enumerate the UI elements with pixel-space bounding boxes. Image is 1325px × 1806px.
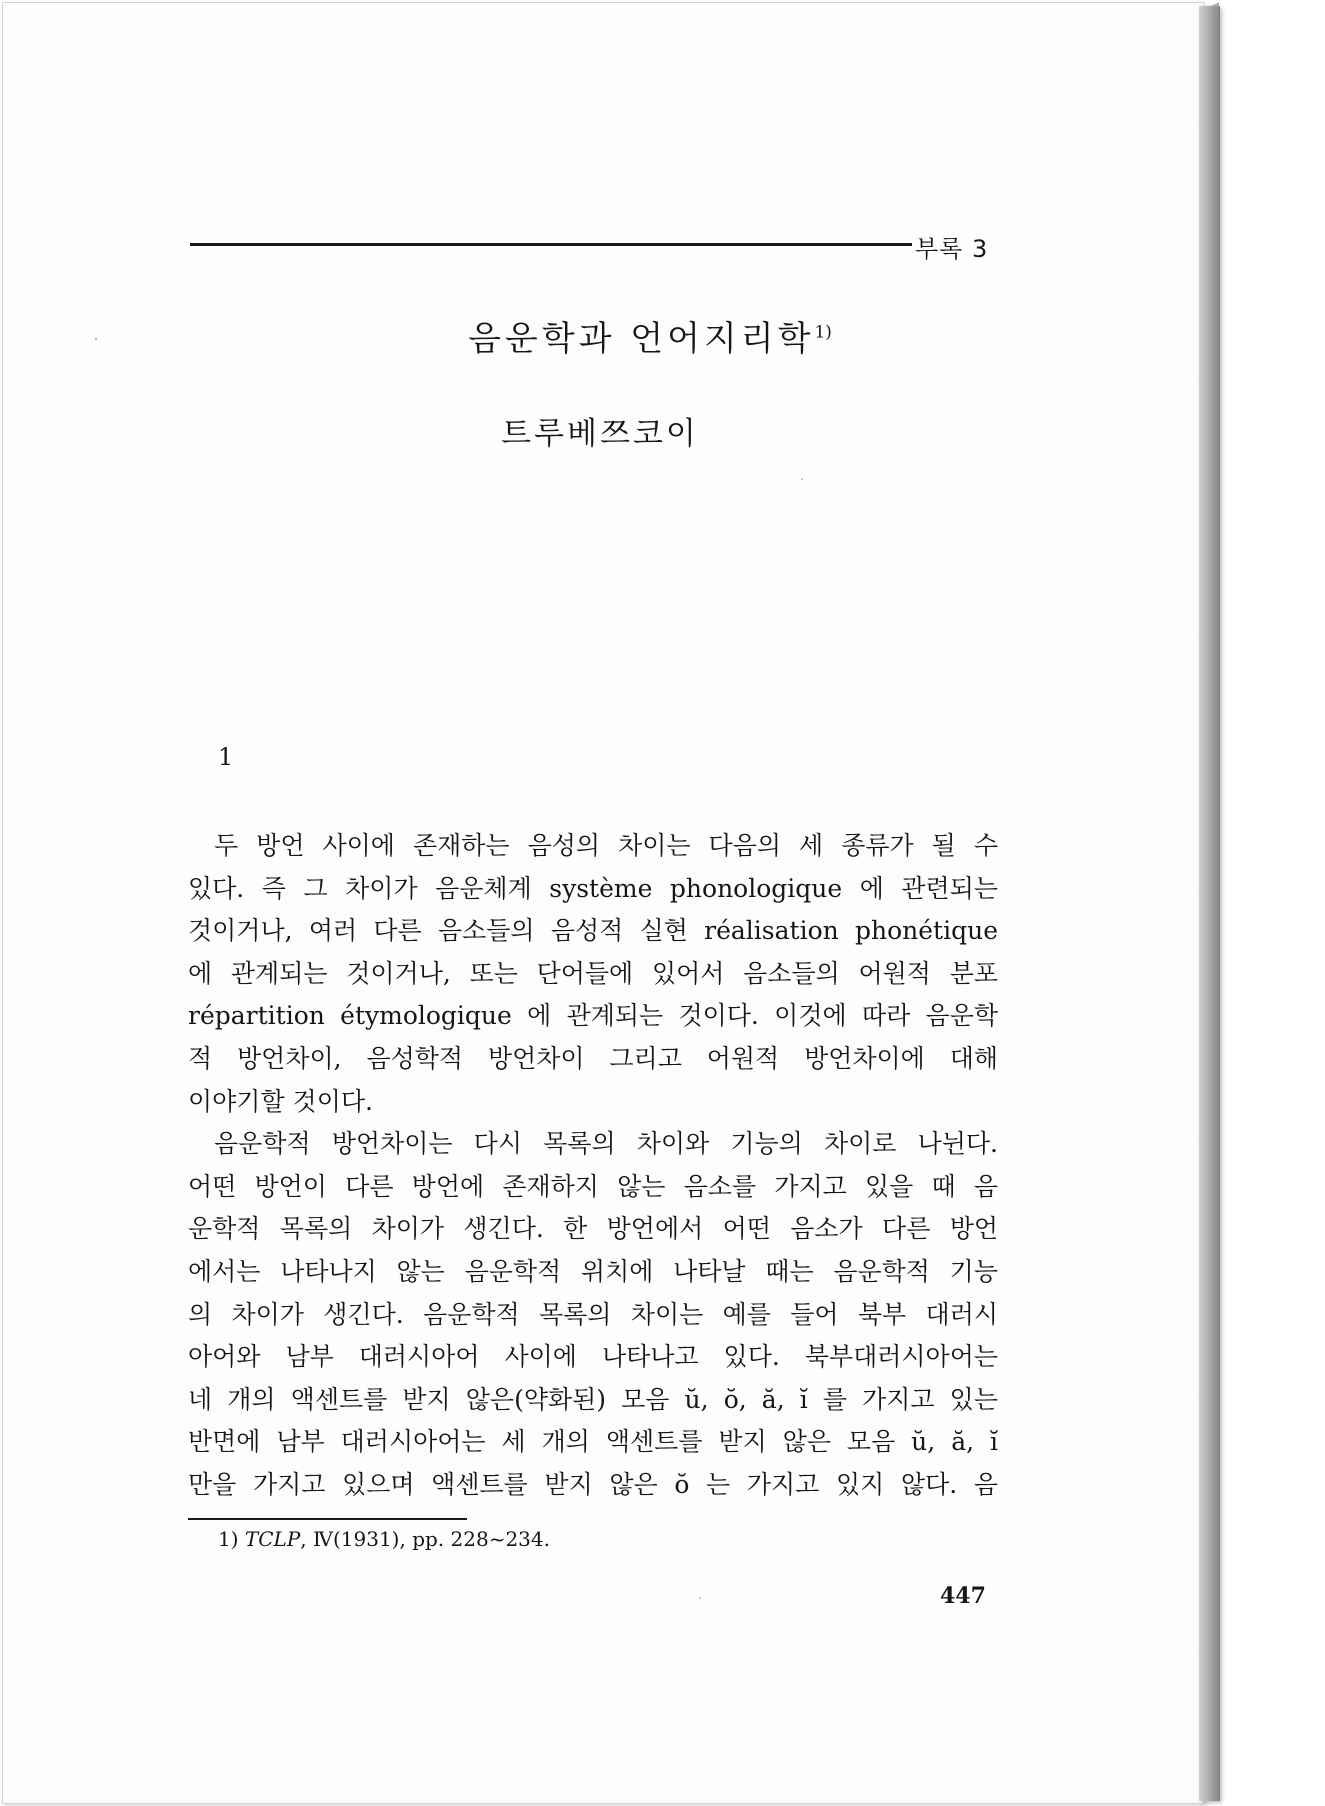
- author-name: 트루베쯔코이: [501, 416, 699, 452]
- body-line: 적 방언차이, 음성학적 방언차이 그리고 어원적 방언차이에 대해: [188, 1044, 998, 1073]
- chapter-title-text: 음운학과 언어지리학: [468, 319, 815, 359]
- body-line: 이야기할 것이다.: [188, 1087, 373, 1116]
- title-footnote-ref: 1): [814, 322, 832, 343]
- body-line: 것이거나, 여러 다른 음소들의 음성적 실현 réalisation phonétique: [188, 916, 998, 945]
- body-line: répartition étymologique 에 관계되는 것이다. 이것에 따라 음운학: [188, 1001, 998, 1030]
- footnote-number: 1): [218, 1527, 239, 1551]
- section-number: 1: [218, 743, 234, 771]
- body-line: 의 차이가 생긴다. 음운학적 목록의 차이는 예를 들어 북부 대러시: [188, 1300, 998, 1329]
- body-line: 에서는 나타나지 않는 음운학적 위치에 나타날 때는 음운학적 기능: [188, 1257, 998, 1286]
- body-line: 에 관계되는 것이거나, 또는 단어들에 있어서 음소들의 어원적 분포: [188, 959, 998, 988]
- body-line: 만을 가지고 있으며 액센트를 받지 않은 ŏ 는 가지고 있지 않다. 음: [188, 1470, 998, 1499]
- page-number: 447: [940, 1583, 986, 1609]
- body-line: 있다. 즉 그 차이가 음운체계 système phonologique 에 관련되는: [188, 874, 998, 903]
- body-line: 아어와 남부 대러시아어 사이에 나타나고 있다. 북부대러시아어는: [188, 1342, 998, 1371]
- body-line: 네 개의 액센트를 받지 않은(약화된) 모음 ŭ, ŏ, ă, ĭ 를 가지고 있는: [188, 1385, 998, 1414]
- footnote-source: TCLP: [244, 1527, 301, 1551]
- footnote-details: , Ⅳ(1931), pp. 228~234.: [300, 1527, 550, 1551]
- running-header-label: 부록 3: [915, 235, 989, 263]
- body-line: 음운학적 방언차이는 다시 목록의 차이와 기능의 차이로 나뉜다.: [214, 1129, 998, 1158]
- body-line: 반면에 남부 대러시아어는 세 개의 액센트를 받지 않은 모음 ŭ, ă, ĭ: [188, 1427, 998, 1456]
- body-line: 운학적 목록의 차이가 생긴다. 한 방언에서 어떤 음소가 다른 방언: [188, 1214, 998, 1243]
- body-line: 어떤 방언이 다른 방언에 존재하지 않는 음소를 가지고 있을 때 음: [188, 1172, 998, 1201]
- body-line: 두 방언 사이에 존재하는 음성의 차이는 다음의 세 종류가 될 수: [214, 831, 998, 860]
